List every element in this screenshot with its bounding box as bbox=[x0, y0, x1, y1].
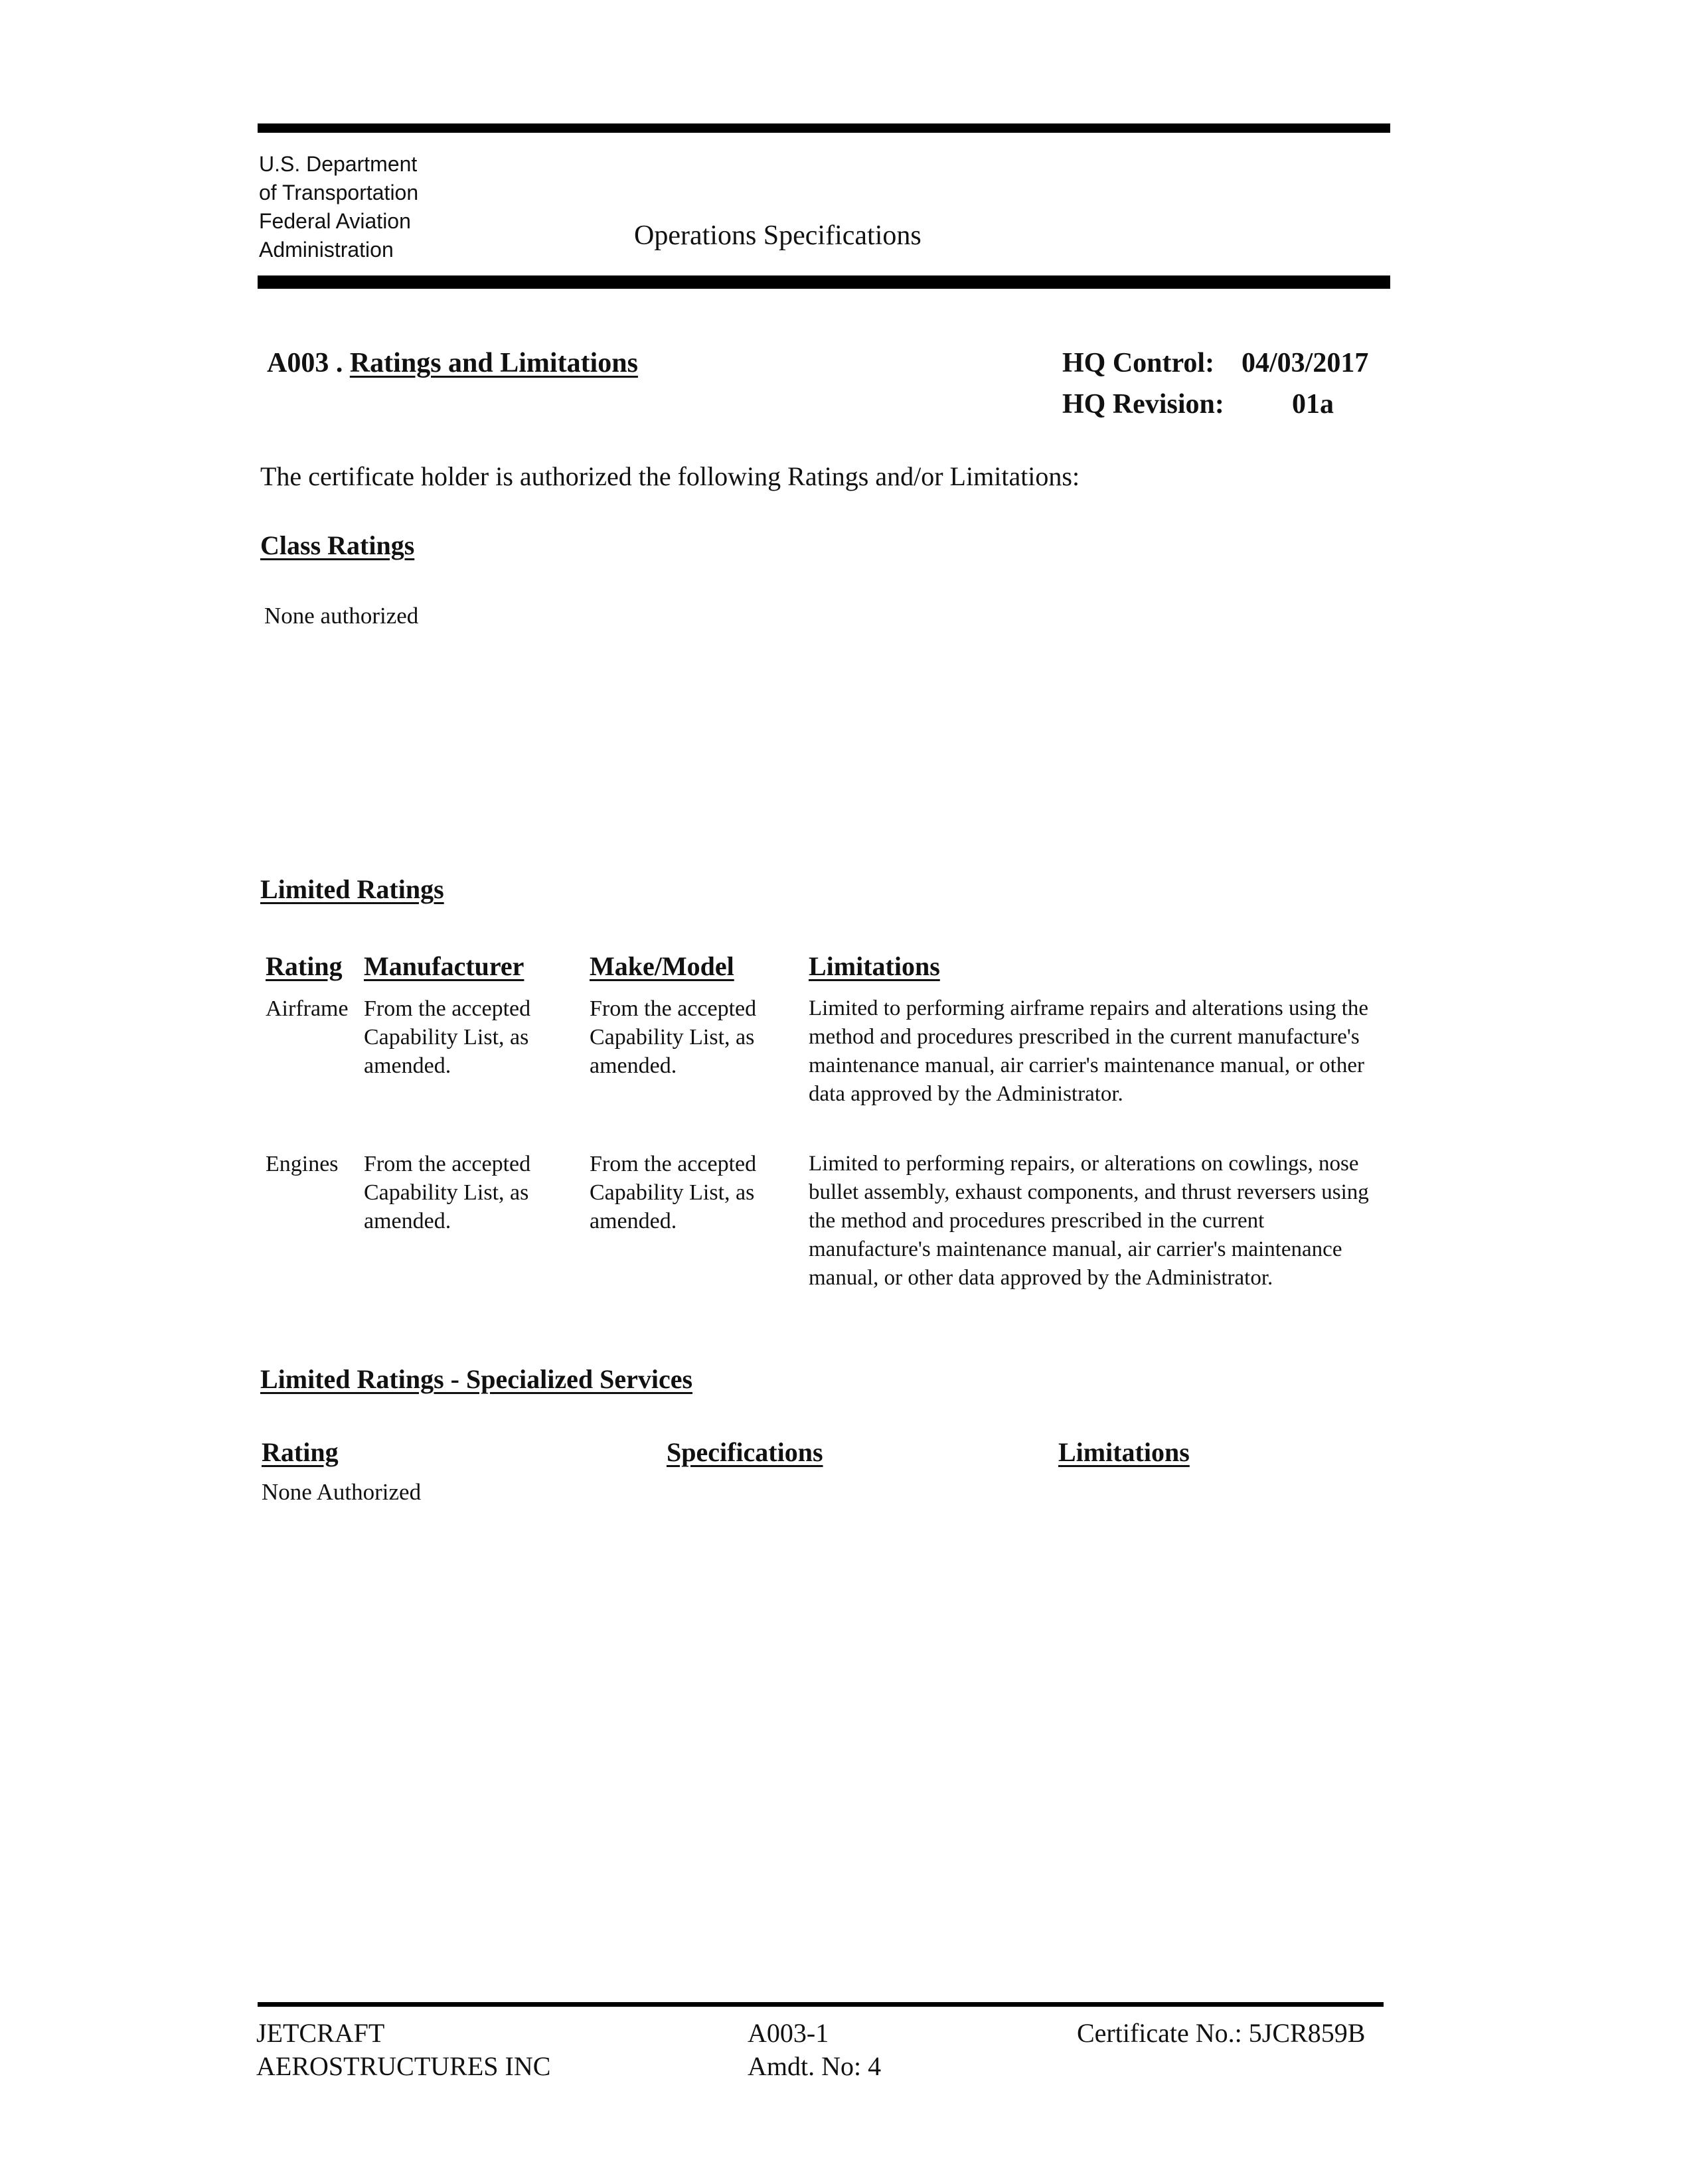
class-ratings-heading: Class Ratings bbox=[260, 530, 415, 560]
footer-certificate: Certificate No.: 5JCR859B bbox=[1077, 2018, 1366, 2048]
row-airframe-manufacturer: From the accepted Capability List, as amended. bbox=[364, 996, 531, 1078]
class-ratings-value: None authorized bbox=[264, 603, 419, 629]
agency-line-1: U.S. Department bbox=[259, 152, 418, 176]
ss-col-rating: Rating bbox=[262, 1437, 339, 1467]
row-engines-rating: Engines bbox=[266, 1152, 339, 1176]
section-title: Ratings and Limitations bbox=[349, 348, 638, 378]
footer-page-id: A003-1 bbox=[748, 2018, 829, 2048]
section-code: A003 . bbox=[267, 348, 343, 378]
footer-rule bbox=[258, 2002, 1384, 2007]
agency-line-4: Administration bbox=[259, 238, 394, 262]
hq-control-label: HQ Control: bbox=[1062, 348, 1215, 378]
hq-revision-label: HQ Revision: bbox=[1062, 389, 1224, 420]
row-engines-make-model: From the accepted Capability List, as amended. bbox=[590, 1152, 757, 1233]
document-title: Operations Specifications bbox=[634, 220, 922, 251]
ss-col-specifications: Specifications bbox=[667, 1437, 823, 1467]
row-airframe-rating: Airframe bbox=[266, 996, 349, 1021]
specialized-services-value: None Authorized bbox=[262, 1479, 422, 1505]
agency-line-2: of Transportation bbox=[259, 181, 419, 204]
row-engines-manufacturer: From the accepted Capability List, as amended. bbox=[364, 1152, 531, 1233]
row-engines-limitations: Limited to performing repairs, or alterations on cowlings, nose bullet assembly, exhaust components, and thrust reversers using the method and procedures prescribed in the current manufacture's maintenance manual, air carrier's maintenance manual, or other data approved by the Administrator. bbox=[809, 1152, 1369, 1290]
agency-line-3: Federal Aviation bbox=[259, 209, 411, 233]
footer-company-line-2: AEROSTRUCTURES INC bbox=[256, 2051, 551, 2081]
col-header-limitations: Limitations bbox=[809, 951, 940, 981]
hq-control-value: 04/03/2017 bbox=[1242, 348, 1369, 378]
footer-amendment: Amdt. No: 4 bbox=[748, 2051, 882, 2081]
hq-revision-value: 01a bbox=[1292, 389, 1334, 420]
col-header-make-model: Make/Model bbox=[590, 951, 734, 981]
agency-block bbox=[259, 150, 418, 264]
specialized-services-heading: Limited Ratings - Specialized Services bbox=[260, 1364, 693, 1394]
intro-text: The certificate holder is authorized the following Ratings and/or Limitations: bbox=[260, 461, 1080, 491]
row-airframe-limitations: Limited to performing airframe repairs and alterations using the method and procedures prescribed in the current manufacture's maintenance manual, air carrier's maintenance manual, or other data approved by the Administrator. bbox=[809, 996, 1369, 1106]
section-heading bbox=[267, 347, 638, 380]
footer-company bbox=[256, 2017, 550, 2083]
col-header-rating: Rating bbox=[266, 951, 343, 981]
header-bottom-rule bbox=[258, 275, 1390, 289]
ss-col-limitations: Limitations bbox=[1058, 1437, 1190, 1467]
row-airframe-make-model: From the accepted Capability List, as amended. bbox=[590, 996, 757, 1078]
header-top-rule bbox=[258, 123, 1390, 133]
footer-company-line-1: JETCRAFT bbox=[256, 2018, 385, 2048]
limited-ratings-heading: Limited Ratings bbox=[260, 874, 444, 904]
footer-page-info bbox=[748, 2017, 881, 2083]
col-header-manufacturer: Manufacturer bbox=[364, 951, 524, 981]
